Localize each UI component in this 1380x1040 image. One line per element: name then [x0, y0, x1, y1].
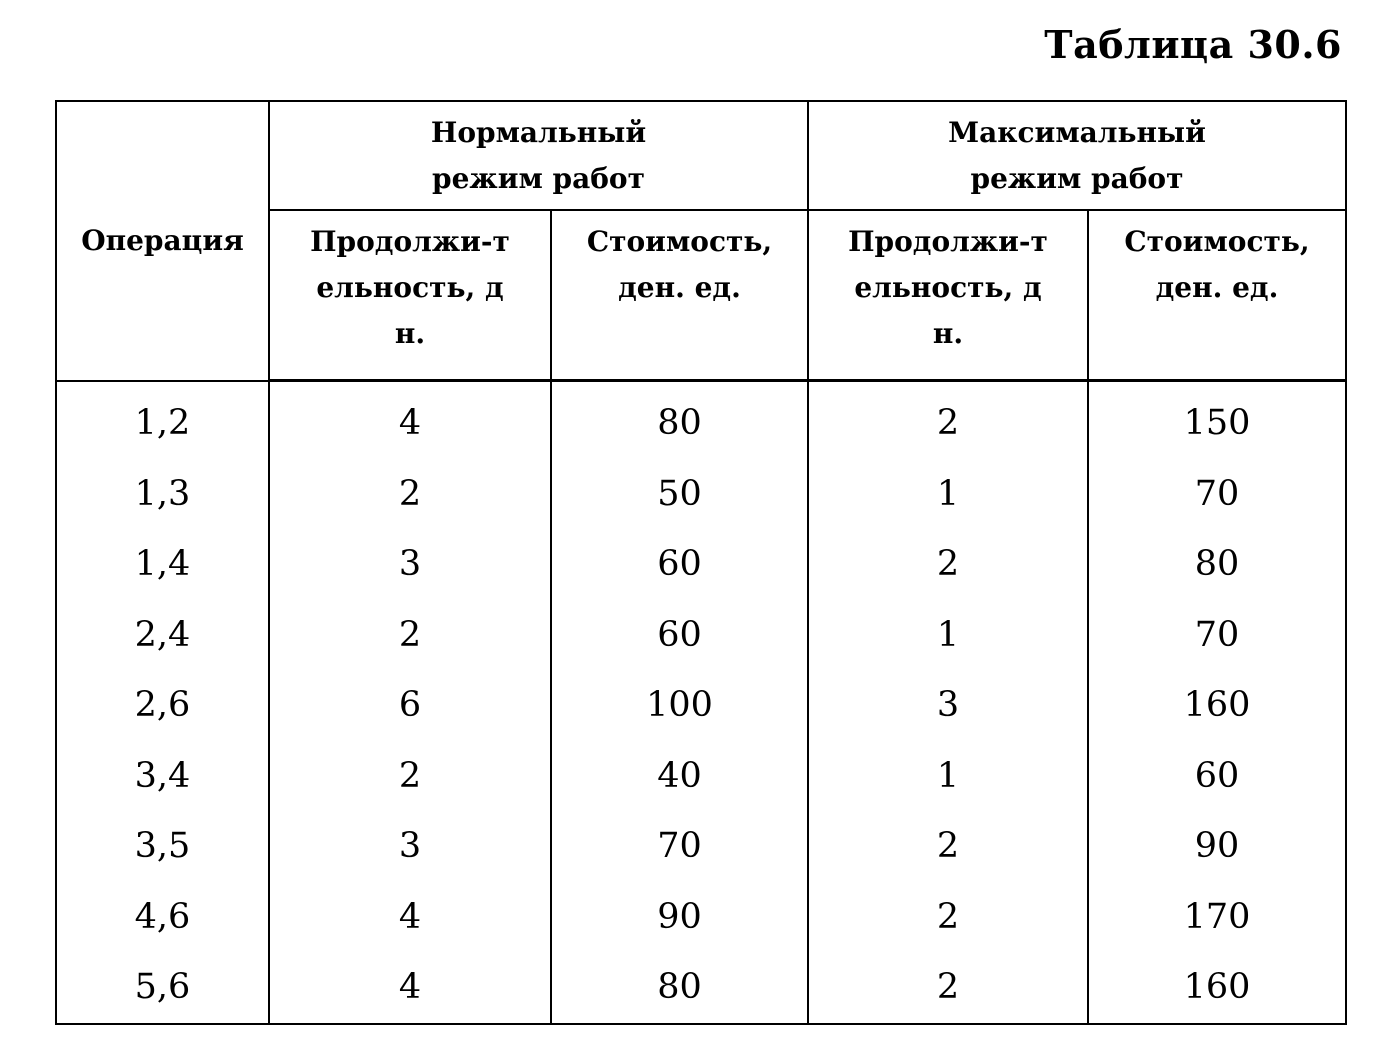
table-row	[56, 811, 1346, 882]
header-normal-duration: Продолжи-тельность, дн.	[269, 210, 551, 381]
cell-normal-cost: 80	[551, 381, 808, 459]
cell-normal-duration: 3	[269, 811, 551, 882]
cell-max-duration: 3	[808, 670, 1088, 741]
cell-normal-cost: 80	[551, 952, 808, 1024]
cell-normal-duration: 4	[269, 952, 551, 1024]
cell-operation: 1,2	[56, 381, 269, 459]
cell-normal-cost: 40	[551, 741, 808, 812]
header-normal-cost: Стоимость, ден. ед.	[551, 210, 808, 381]
cell-max-duration: 2	[808, 529, 1088, 600]
cell-normal-cost: 70	[551, 811, 808, 882]
table-row	[56, 600, 1346, 671]
cell-normal-duration: 2	[269, 741, 551, 812]
table-row	[56, 381, 1346, 459]
cell-normal-cost: 50	[551, 459, 808, 530]
cell-operation: 4,6	[56, 882, 269, 953]
cell-operation: 2,4	[56, 600, 269, 671]
cell-max-cost: 170	[1088, 882, 1346, 953]
cell-max-duration: 2	[808, 952, 1088, 1024]
table-row	[56, 741, 1346, 812]
cell-operation: 2,6	[56, 670, 269, 741]
cell-operation: 3,4	[56, 741, 269, 812]
cell-max-duration: 1	[808, 741, 1088, 812]
header-normal-mode: Нормальный режим работ	[269, 101, 808, 210]
table-row	[56, 529, 1346, 600]
operations-table	[55, 100, 1347, 1025]
cell-max-cost: 70	[1088, 600, 1346, 671]
cell-operation: 1,4	[56, 529, 269, 600]
table-row	[56, 882, 1346, 953]
cell-normal-duration: 4	[269, 882, 551, 953]
cell-max-cost: 160	[1088, 670, 1346, 741]
cell-normal-cost: 90	[551, 882, 808, 953]
table-caption: Таблица 30.6	[1044, 22, 1342, 67]
cell-max-duration: 1	[808, 600, 1088, 671]
header-max-duration: Продолжи-тельность, дн.	[808, 210, 1088, 381]
cell-normal-duration: 6	[269, 670, 551, 741]
cell-normal-cost: 60	[551, 600, 808, 671]
cell-operation: 1,3	[56, 459, 269, 530]
cell-operation: 3,5	[56, 811, 269, 882]
cell-normal-duration: 4	[269, 381, 551, 459]
cell-max-cost: 160	[1088, 952, 1346, 1024]
cell-operation: 5,6	[56, 952, 269, 1024]
header-max-mode: Максимальный режим работ	[808, 101, 1346, 210]
table-row	[56, 952, 1346, 1024]
cell-max-cost: 60	[1088, 741, 1346, 812]
cell-max-cost: 80	[1088, 529, 1346, 600]
cell-normal-cost: 100	[551, 670, 808, 741]
cell-normal-cost: 60	[551, 529, 808, 600]
header-max-cost: Стоимость, ден. ед.	[1088, 210, 1346, 381]
cell-max-cost: 90	[1088, 811, 1346, 882]
cell-max-cost: 70	[1088, 459, 1346, 530]
table-row	[56, 670, 1346, 741]
cell-max-duration: 2	[808, 882, 1088, 953]
cell-max-duration: 2	[808, 381, 1088, 459]
cell-normal-duration: 3	[269, 529, 551, 600]
cell-max-duration: 2	[808, 811, 1088, 882]
cell-normal-duration: 2	[269, 459, 551, 530]
header-operation: Операция	[56, 101, 269, 381]
cell-normal-duration: 2	[269, 600, 551, 671]
cell-max-duration: 1	[808, 459, 1088, 530]
table-row	[56, 459, 1346, 530]
cell-max-cost: 150	[1088, 381, 1346, 459]
